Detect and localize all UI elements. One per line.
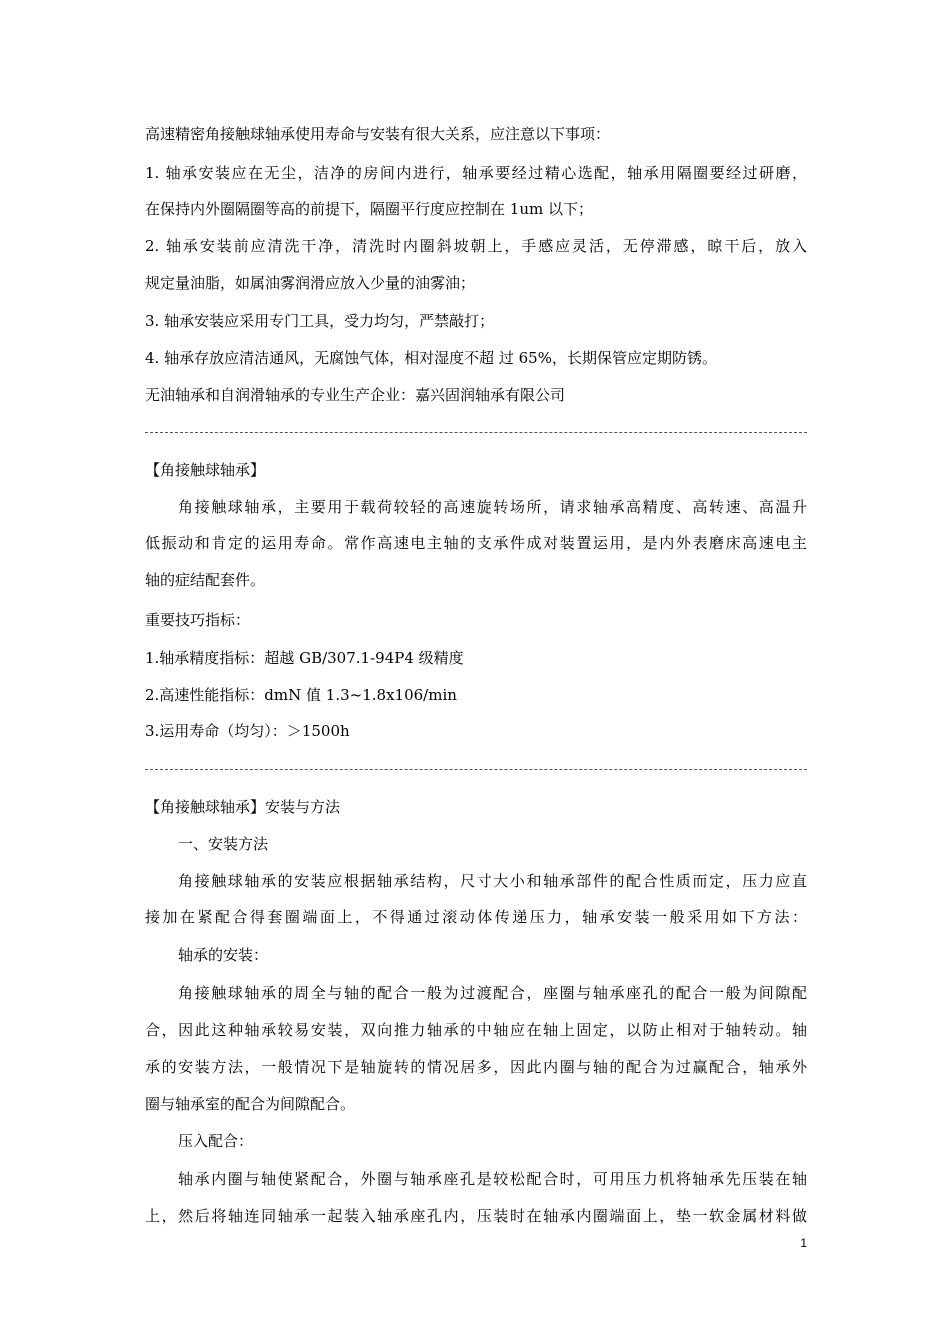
- section2-para3-line-2: 上，然后将轴连同轴承一起装入轴承座孔内，压装时在轴承内圈端面上，垫一软金属材料做: [145, 1207, 807, 1225]
- section2-sub2: 轴承的安装：: [178, 946, 269, 964]
- section2-para3-line-1: 轴承内圈与轴使紧配合，外圈与轴承座孔是较松配合时，可用压力机将轴承先压装在轴: [178, 1170, 807, 1188]
- section2-title: 【角接触球轴承】安装与方法: [145, 798, 341, 816]
- spec-item-1: 1.轴承精度指标：超越 GB/307.1-94P4 级精度: [145, 649, 464, 667]
- intro-item-3: 3. 轴承安装应采用专门工具，受力均匀，严禁敲打；: [145, 312, 495, 330]
- section1-para-line-3: 轴的症结配套件。: [145, 571, 266, 589]
- spec-item-3: 3.运用寿命（均匀）：＞1500h: [145, 722, 350, 740]
- intro-heading: 高速精密角接触球轴承使用寿命与安装有很大关系，应注意以下事项：: [145, 125, 611, 143]
- section2-para2-line-1: 角接触球轴承的周全与轴的配合一般为过渡配合，座圈与轴承座孔的配合一般为间隙配: [178, 984, 807, 1002]
- company-line: 无油轴承和自润滑轴承的专业生产企业：嘉兴固润轴承有限公司: [145, 386, 566, 404]
- section2-sub1: 一、安装方法: [178, 835, 269, 853]
- section2-para1-line-2: 接加在紧配合得套圈端面上，不得通过滚动体传递压力，轴承安装一般采用如下方法：: [145, 908, 807, 926]
- divider-1: [145, 432, 807, 433]
- section1-title: 【角接触球轴承】: [145, 461, 266, 479]
- intro-item-4: 4. 轴承存放应清洁通风，无腐蚀气体，相对湿度不超 过 65%，长期保管应定期防锈。: [145, 349, 717, 367]
- intro-item-1-line-1: 1. 轴承安装应在无尘，洁净的房间内进行，轴承要经过精心选配，轴承用隔圈要经过研磨，: [145, 164, 807, 182]
- section2-para2-line-4: 圈与轴承室的配合为间隙配合。: [145, 1095, 356, 1113]
- section2-sub3: 压入配合：: [178, 1132, 254, 1150]
- section1-para-line-1: 角接触球轴承，主要用于载荷较轻的高速旋转场所，请求轴承高精度、高转速、高温升: [178, 498, 807, 516]
- section2-para2-line-2: 合，因此这种轴承较易安装，双向推力轴承的中轴应在轴上固定，以防止相对于轴转动。轴: [145, 1021, 807, 1039]
- section1-para-line-2: 低振动和肯定的运用寿命。常作高速电主轴的支承件成对装置运用，是内外表磨床高速电主: [145, 534, 807, 552]
- divider-2: [145, 769, 807, 770]
- intro-item-2-line-1: 2. 轴承安装前应清洗干净，清洗时内圈斜坡朝上，手感应灵活，无停滞感，晾干后，放入: [145, 237, 807, 255]
- intro-item-2-line-2: 规定量油脂，如属油雾润滑应放入少量的油雾油；: [145, 274, 476, 292]
- section2-para2-line-3: 承的安装方法，一般情况下是轴旋转的情况居多，因此内圈与轴的配合为过赢配合，轴承外: [145, 1058, 807, 1076]
- page-number: 1: [800, 1236, 807, 1250]
- section2-para1-line-1: 角接触球轴承的安装应根据轴承结构，尺寸大小和轴承部件的配合性质而定，压力应直: [178, 872, 807, 890]
- intro-item-1-line-2: 在保持内外圈隔圈等高的前提下，隔圈平行度应控制在 1um 以下；: [145, 200, 593, 218]
- specs-title: 重要技巧指标：: [145, 611, 251, 629]
- spec-item-2: 2.高速性能指标：dmN 值 1.3~1.8x106/min: [145, 686, 457, 704]
